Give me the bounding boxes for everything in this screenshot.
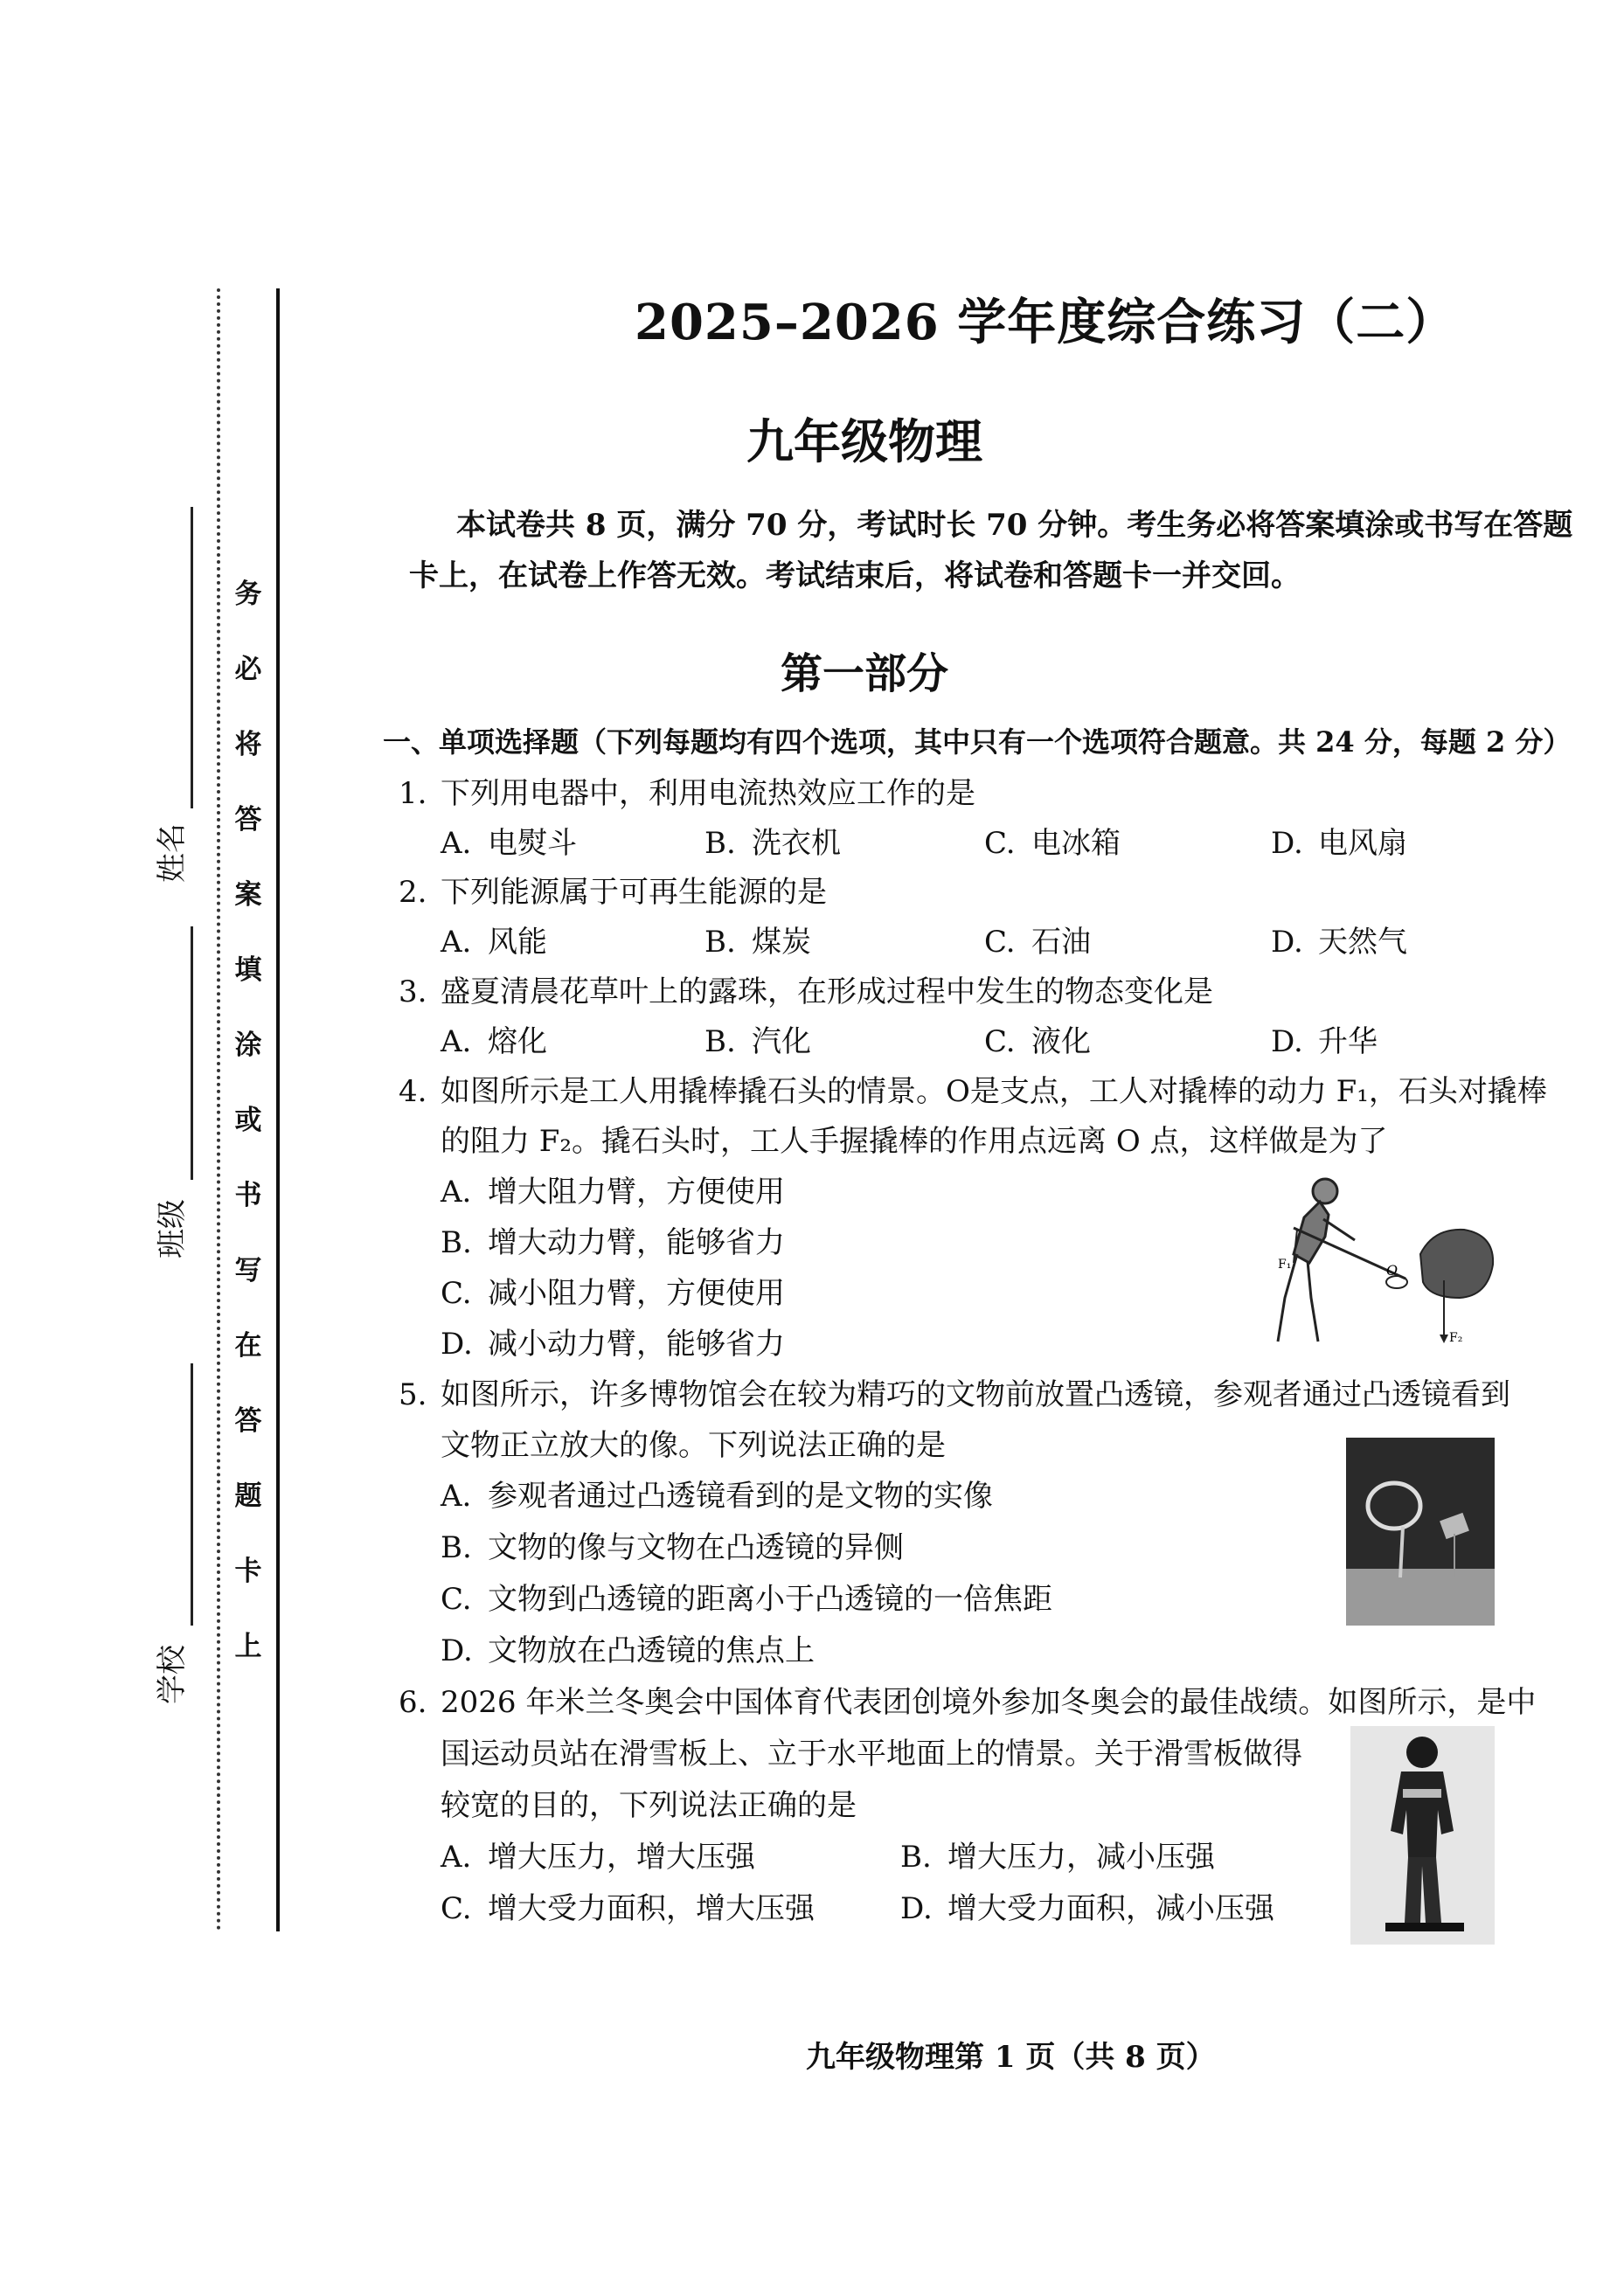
f2-arrowhead: [1440, 1335, 1448, 1343]
q5-option-a[interactable]: [441, 1472, 993, 1515]
rock: [1420, 1230, 1493, 1298]
q1-option-d[interactable]: [1271, 819, 1407, 862]
q1-option-c[interactable]: [984, 819, 1121, 862]
option-text: 增大受力面积，减小压强: [947, 1891, 1274, 1926]
q4-option-b[interactable]: [441, 1218, 785, 1261]
question-number: 2.: [399, 875, 427, 910]
option-letter: A.: [441, 925, 472, 960]
question-5: [399, 1370, 1510, 1413]
notice-char: 上: [234, 1631, 262, 1662]
question-stem: 下列用电器中，利用电流热效应工作的是: [441, 776, 975, 811]
q6-option-c[interactable]: [441, 1884, 815, 1927]
option-text: 煤炭: [752, 925, 811, 960]
option-text: 汽化: [752, 1024, 811, 1059]
option-text: 电风扇: [1318, 826, 1407, 861]
q5-option-b[interactable]: [441, 1523, 904, 1566]
question-number: 3.: [399, 974, 427, 1009]
notice-char: 书: [234, 1180, 262, 1211]
q5-option-c[interactable]: [441, 1575, 1052, 1618]
option-text: 石油: [1031, 925, 1091, 960]
q2-option-d[interactable]: [1271, 918, 1407, 960]
option-letter: D.: [441, 1633, 473, 1668]
q6-option-b[interactable]: [900, 1833, 1215, 1876]
magnifier-photo: [1346, 1438, 1495, 1626]
school-blank-line: [191, 1363, 193, 1626]
option-text: 增大压力，减小压强: [947, 1840, 1215, 1875]
question-stem: 2026 年米兰冬奥会中国体育代表团创境外参加冬奥会的最佳战绩。如图所示，是中: [441, 1685, 1537, 1720]
option-letter: D.: [900, 1891, 933, 1926]
notice-char: 在: [234, 1330, 262, 1362]
q4-option-a[interactable]: [441, 1168, 785, 1210]
school-label: 学校: [155, 1645, 190, 1704]
option-text: 文物的像与文物在凸透镜的异侧: [488, 1530, 904, 1565]
q3-option-a[interactable]: [441, 1017, 547, 1060]
question-stem: 下列能源属于可再生能源的是: [441, 875, 827, 910]
notice-char: 卡: [234, 1556, 262, 1587]
question-2: [399, 868, 827, 911]
class-label: 班级: [155, 1199, 190, 1258]
option-text: 升华: [1318, 1024, 1378, 1059]
option-text: 文物放在凸透镜的焦点上: [488, 1633, 815, 1668]
school-field[interactable]: [150, 1363, 203, 1730]
skier-head: [1406, 1737, 1438, 1768]
question-3: [399, 967, 1213, 1010]
notice-char: 写: [234, 1255, 262, 1286]
option-text: 增大压力，增大压强: [488, 1840, 755, 1875]
q4-option-d[interactable]: [441, 1320, 785, 1362]
exam-title: 2025–2026 学年度综合练习（二）: [635, 294, 1456, 351]
option-text: 电冰箱: [1031, 826, 1121, 861]
question-5-line-2: 文物正立放大的像。下列说法正确的是: [441, 1428, 946, 1463]
exam-subject: 九年级物理: [746, 413, 982, 469]
instructions-line-1: 本试卷共 8 页，满分 70 分，考试时长 70 分钟。考生务必将答案填涂或书写在答题: [456, 508, 1573, 543]
q3-option-d[interactable]: [1271, 1017, 1378, 1060]
option-letter: C.: [984, 925, 1016, 960]
question-stem: 如图所示，许多博物馆会在较为精巧的文物前放置凸透镜，参观者通过凸透镜看到: [441, 1377, 1510, 1412]
question-4-line-2: 的阻力 F₂。撬石头时，工人手握撬棒的作用点远离 O 点，这样做是为了: [441, 1124, 1388, 1159]
option-text: 减小动力臂，能够省力: [488, 1327, 785, 1362]
option-text: 熔化: [488, 1024, 547, 1059]
option-letter: B.: [704, 925, 736, 960]
crowbar-figure: [1259, 1167, 1503, 1350]
section-heading: 一、单项选择题（下列每题均有四个选项，其中只有一个选项符合题意。共 24 分，每题 2 分）: [383, 725, 1572, 759]
option-letter: A.: [441, 826, 472, 861]
name-field[interactable]: [150, 507, 203, 909]
option-letter: A.: [441, 1024, 472, 1059]
fulcrum-label: O: [1386, 1262, 1398, 1279]
display-base: [1346, 1569, 1495, 1626]
option-text: 增大阻力臂，方便使用: [488, 1175, 785, 1210]
exam-instructions: [409, 500, 1580, 601]
notice-char: 必: [234, 654, 262, 685]
notice-char: 务: [234, 579, 262, 610]
notice-char: 或: [234, 1105, 262, 1136]
option-letter: D.: [1271, 826, 1303, 861]
q2-option-c[interactable]: [984, 918, 1091, 960]
notice-char: 答: [234, 804, 262, 835]
question-number: 6.: [399, 1685, 427, 1720]
option-text: 参观者通过凸透镜看到的是文物的实像: [488, 1479, 993, 1514]
option-text: 风能: [488, 925, 547, 960]
binding-notice: [229, 577, 267, 1704]
option-text: 洗衣机: [752, 826, 841, 861]
name-label: 姓名: [155, 823, 190, 883]
f1-label: F₁: [1278, 1258, 1292, 1272]
question-number: 5.: [399, 1377, 427, 1412]
question-stem: 如图所示是工人用撬棒撬石头的情景。O是支点，工人对撬棒的动力 F₁，石头对撬棒: [441, 1074, 1547, 1109]
option-letter: B.: [441, 1530, 472, 1565]
q3-option-c[interactable]: [984, 1017, 1091, 1060]
f2-label: F₂: [1449, 1331, 1463, 1345]
option-letter: D.: [1271, 925, 1303, 960]
option-letter: B.: [704, 826, 736, 861]
option-letter: A.: [441, 1175, 472, 1210]
option-text: 增大受力面积，增大压强: [488, 1891, 815, 1926]
option-letter: B.: [441, 1225, 472, 1260]
question-stem: 盛夏清晨花草叶上的露珠，在形成过程中发生的物态变化是: [441, 974, 1213, 1009]
notice-char: 答: [234, 1405, 262, 1437]
option-text: 液化: [1031, 1024, 1091, 1059]
option-letter: B.: [900, 1840, 932, 1875]
option-letter: D.: [441, 1327, 473, 1362]
q3-option-b[interactable]: [704, 1017, 811, 1060]
skier-photo: [1350, 1726, 1495, 1945]
notice-char: 填: [234, 954, 262, 986]
option-letter: C.: [441, 1276, 472, 1311]
notice-char: 涂: [234, 1030, 262, 1061]
option-letter: C.: [441, 1891, 472, 1926]
option-letter: A.: [441, 1479, 472, 1514]
q1-option-a[interactable]: [441, 819, 577, 862]
notice-char: 将: [234, 729, 262, 760]
question-4: [399, 1067, 1547, 1110]
option-letter: C.: [441, 1582, 472, 1617]
option-text: 增大动力臂，能够省力: [488, 1225, 785, 1260]
question-6-line-3: 较宽的目的，下列说法正确的是: [441, 1788, 857, 1823]
q6-option-d[interactable]: [900, 1884, 1274, 1927]
notice-char: 案: [234, 879, 262, 911]
class-blank-line: [191, 926, 193, 1180]
q1-option-b[interactable]: [704, 819, 841, 862]
binding-dotted-line: [217, 288, 220, 1931]
q6-option-a[interactable]: [441, 1833, 755, 1876]
snowboard: [1385, 1923, 1464, 1931]
option-text: 电熨斗: [488, 826, 577, 861]
question-number: 4.: [399, 1074, 427, 1109]
q5-option-d[interactable]: [441, 1626, 815, 1669]
question-1: [399, 769, 975, 812]
option-letter: C.: [984, 1024, 1016, 1059]
class-field[interactable]: [150, 926, 203, 1276]
question-6: [399, 1678, 1536, 1721]
question-6-line-2: 国运动员站在滑雪板上、立于水平地面上的情景。关于滑雪板做得: [441, 1737, 1302, 1772]
option-letter: D.: [1271, 1024, 1303, 1059]
q2-option-b[interactable]: [704, 918, 811, 960]
instructions-line-2: 卡上，在试卷上作答无效。考试结束后，将试卷和答题卡一并交回。: [409, 558, 1301, 593]
question-number: 1.: [399, 776, 427, 811]
binding-solid-line: [276, 288, 280, 1931]
q4-option-c[interactable]: [441, 1269, 785, 1312]
option-text: 天然气: [1318, 925, 1407, 960]
part-title: 第一部分: [780, 649, 948, 698]
q2-option-a[interactable]: [441, 918, 547, 960]
option-letter: C.: [984, 826, 1016, 861]
option-letter: A.: [441, 1840, 472, 1875]
option-text: 文物到凸透镜的距离小于凸透镜的一倍焦距: [488, 1582, 1052, 1617]
page-footer: 九年级物理第 1 页（共 8 页）: [806, 2040, 1216, 2075]
option-letter: B.: [704, 1024, 736, 1059]
skier-stripe: [1403, 1789, 1441, 1798]
option-text: 减小阻力臂，方便使用: [488, 1276, 785, 1311]
notice-char: 题: [234, 1480, 262, 1512]
